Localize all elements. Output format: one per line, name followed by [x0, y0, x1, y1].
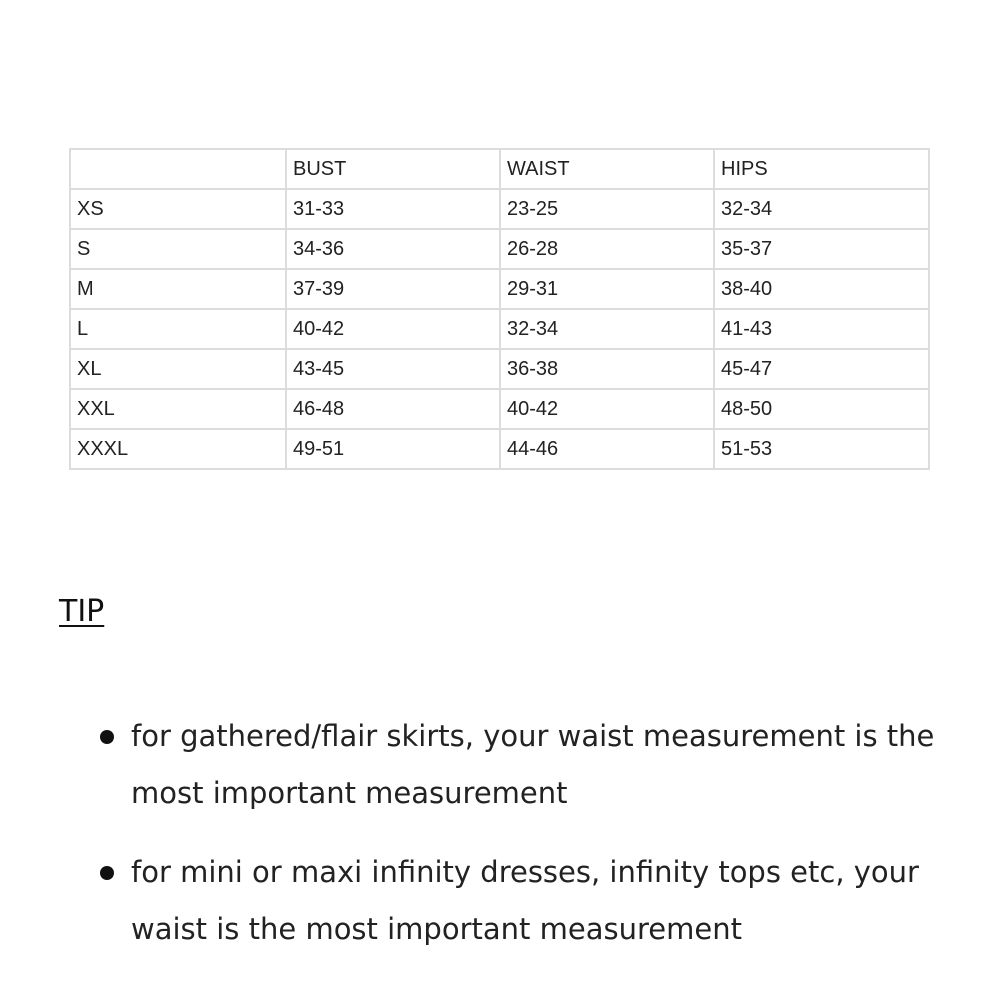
hips-cell: 51-53 [714, 429, 929, 469]
header-cell-hips: HIPS [714, 149, 929, 189]
size-label-cell: S [70, 229, 286, 269]
bust-cell: 46-48 [286, 389, 500, 429]
header-cell-empty [70, 149, 286, 189]
size-label-cell: M [70, 269, 286, 309]
header-cell-bust: BUST [286, 149, 500, 189]
size-label-cell: XXL [70, 389, 286, 429]
waist-cell: 36-38 [500, 349, 714, 389]
list-item [100, 844, 980, 958]
bust-cell: 37-39 [286, 269, 500, 309]
hips-cell: 32-34 [714, 189, 929, 229]
tip-heading: TIP [59, 594, 105, 629]
table-row [70, 269, 929, 309]
waist-cell: 29-31 [500, 269, 714, 309]
waist-cell: 40-42 [500, 389, 714, 429]
size-label-cell: XS [70, 189, 286, 229]
tip-text: for mini or maxi infinity dresses, infinity tops etc, your waist is the most important measurement [131, 855, 919, 946]
bullet-icon [100, 866, 114, 880]
waist-cell: 23-25 [500, 189, 714, 229]
bust-cell: 43-45 [286, 349, 500, 389]
table-row [70, 189, 929, 229]
tips-list [100, 708, 980, 980]
header-cell-waist: WAIST [500, 149, 714, 189]
size-label-cell: L [70, 309, 286, 349]
size-chart-table [69, 148, 930, 470]
table-header-row [70, 149, 929, 189]
bust-cell: 31-33 [286, 189, 500, 229]
hips-cell: 35-37 [714, 229, 929, 269]
waist-cell: 44-46 [500, 429, 714, 469]
bust-cell: 40-42 [286, 309, 500, 349]
waist-cell: 32-34 [500, 309, 714, 349]
hips-cell: 45-47 [714, 349, 929, 389]
size-label-cell: XL [70, 349, 286, 389]
list-item [100, 708, 980, 822]
hips-cell: 41-43 [714, 309, 929, 349]
hips-cell: 48-50 [714, 389, 929, 429]
table-row [70, 389, 929, 429]
table-row [70, 229, 929, 269]
bust-cell: 49-51 [286, 429, 500, 469]
tip-text: for gathered/flair skirts, your waist measurement is the most important measurement [131, 719, 935, 810]
bullet-icon [100, 730, 114, 744]
bust-cell: 34-36 [286, 229, 500, 269]
waist-cell: 26-28 [500, 229, 714, 269]
hips-cell: 38-40 [714, 269, 929, 309]
table-row [70, 349, 929, 389]
size-label-cell: XXXL [70, 429, 286, 469]
table-row [70, 309, 929, 349]
table-row [70, 429, 929, 469]
